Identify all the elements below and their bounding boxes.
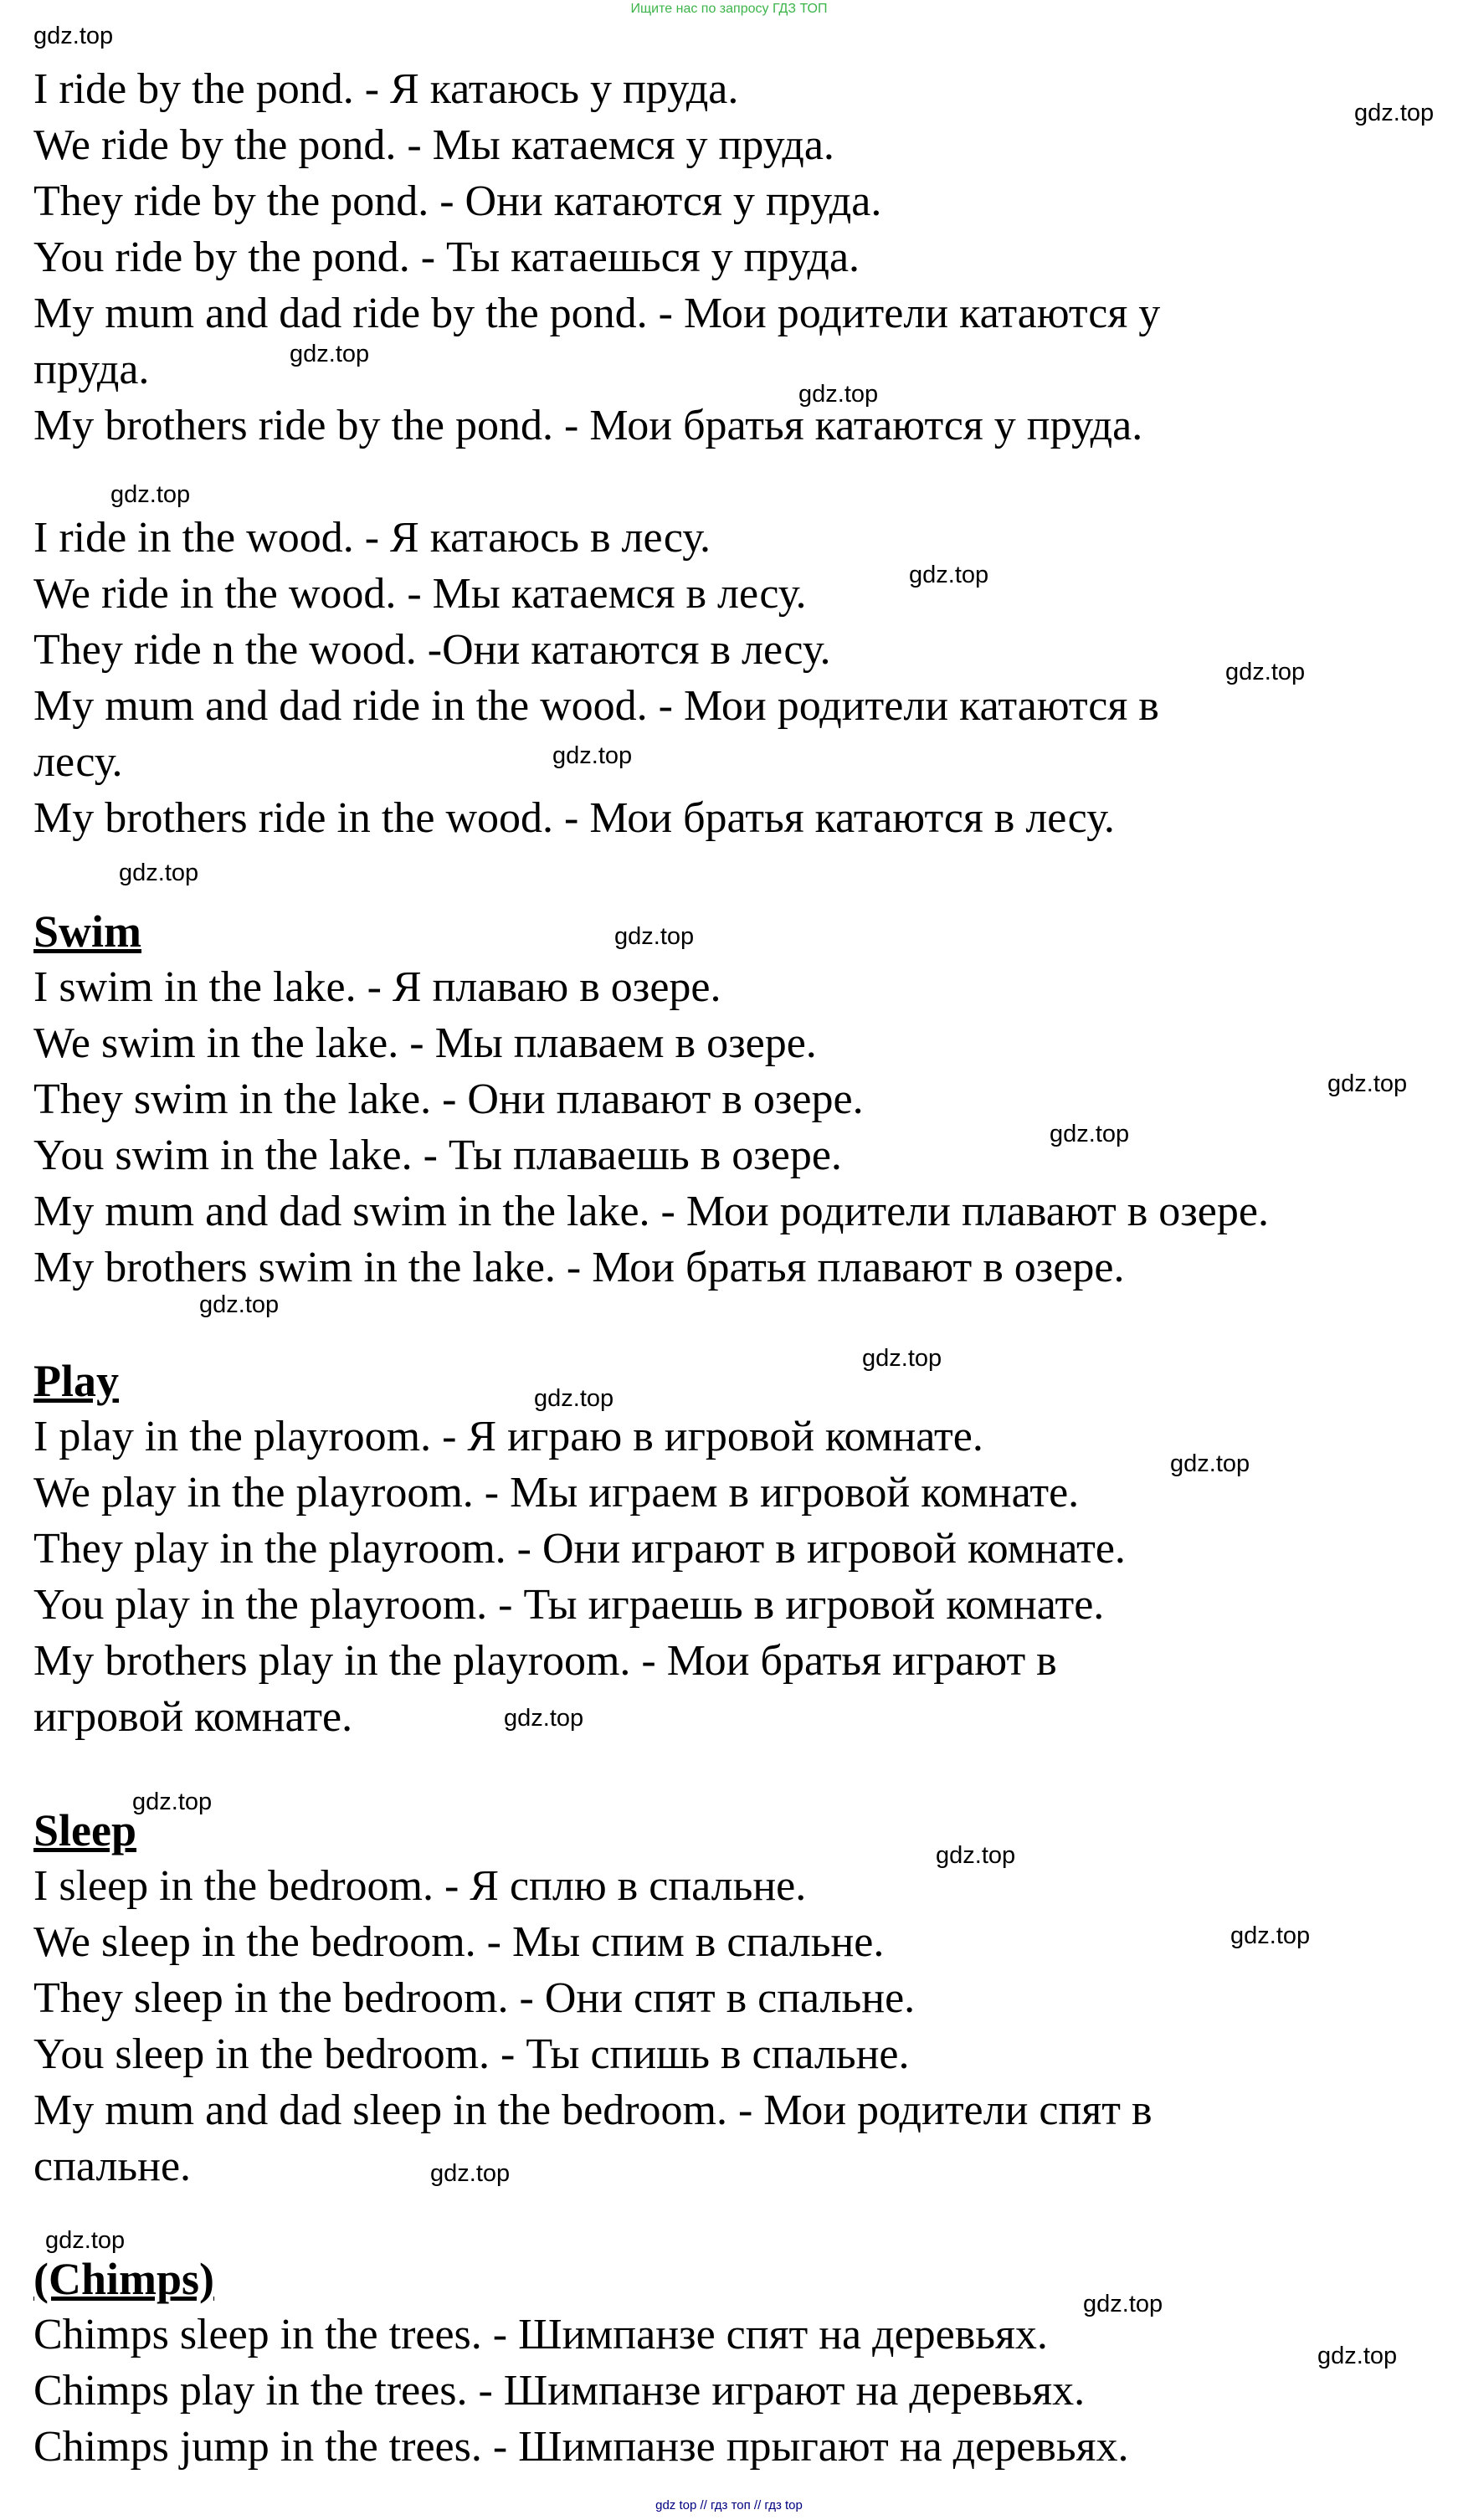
sentence-line: My mum and dad ride by the pond. - Мои родители катаются у bbox=[33, 290, 1161, 337]
sentence-line: We swim in the lake. - Мы плаваем в озере. bbox=[33, 1019, 817, 1067]
sentence-line: лесу. bbox=[33, 738, 123, 786]
watermark: gdz.top bbox=[1050, 1121, 1130, 1147]
footer-text: gdz top // гдз топ // гдз top bbox=[655, 2498, 803, 2512]
watermark: gdz.top bbox=[110, 481, 191, 508]
sentence-line: We ride in the wood. - Мы катаемся в лесу. bbox=[33, 570, 807, 618]
sentence-line: I ride in the wood. - Я катаюсь в лесу. bbox=[33, 514, 711, 562]
sentence-line: пруда. bbox=[33, 346, 150, 393]
footer bbox=[0, 2497, 1458, 2514]
watermark: gdz.top bbox=[132, 1789, 213, 1815]
sentence-line: They ride by the pond. - Они катаются у пруда. bbox=[33, 177, 882, 225]
sentence-line: We ride by the pond. - Мы катаемся у пруда. bbox=[33, 121, 834, 169]
sentence-line: My mum and dad swim in the lake. - Мои родители плавают в озере. bbox=[33, 1188, 1269, 1235]
sentence-line: Chimps jump in the trees. - Шимпанзе прыгают на деревьях. bbox=[33, 2423, 1129, 2471]
top-banner bbox=[0, 0, 1458, 18]
sentence-line: You swim in the lake. - Ты плаваешь в озере. bbox=[33, 1132, 842, 1179]
watermark: gdz.top bbox=[1327, 1070, 1408, 1097]
watermark: gdz.top bbox=[199, 1291, 280, 1318]
sentence-line: You ride by the pond. - Ты катаешься у пруда. bbox=[33, 234, 860, 281]
watermark: gdz.top bbox=[290, 341, 370, 367]
watermark: gdz.top bbox=[1083, 2291, 1163, 2317]
section-heading-swim: Swim bbox=[33, 906, 142, 957]
sentence-line: I ride by the pond. - Я катаюсь у пруда. bbox=[33, 65, 739, 113]
watermark: gdz.top bbox=[1225, 659, 1306, 685]
watermark: gdz.top bbox=[1354, 100, 1435, 126]
watermark: gdz.top bbox=[119, 860, 199, 886]
sentence-line: I swim in the lake. - Я плаваю в озере. bbox=[33, 963, 721, 1011]
watermark: gdz.top bbox=[614, 923, 695, 950]
sentence-line: We play in the playroom. - Мы играем в игровой комнате. bbox=[33, 1469, 1080, 1517]
sentence-line: Chimps play in the trees. - Шимпанзе играют на деревьях. bbox=[33, 2367, 1086, 2415]
watermark: gdz.top bbox=[1317, 2343, 1398, 2369]
sentence-line: They swim in the lake. - Они плавают в озере. bbox=[33, 1075, 864, 1123]
sentence-line: My mum and dad ride in the wood. - Мои родители катаются в bbox=[33, 682, 1159, 730]
watermark: gdz.top bbox=[1170, 1450, 1250, 1477]
sentence-line: They play in the playroom. - Они играют в игровой комнате. bbox=[33, 1525, 1126, 1573]
watermark: gdz.top bbox=[504, 1705, 584, 1732]
sentence-line: I play in the playroom. - Я играю в игровой комнате. bbox=[33, 1413, 983, 1460]
watermark: gdz.top bbox=[45, 2227, 126, 2254]
sentence-line: You sleep in the bedroom. - Ты спишь в спальне. bbox=[33, 2030, 910, 2078]
section-heading-sleep: Sleep bbox=[33, 1805, 137, 1855]
sentence-line: игровой комнате. bbox=[33, 1693, 353, 1741]
sentence-line: They ride n the wood. -Они катаются в лесу. bbox=[33, 626, 831, 674]
watermark: gdz.top bbox=[430, 2160, 511, 2187]
sentence-line: My brothers ride by the pond. - Мои братья катаются у пруда. bbox=[33, 402, 1143, 449]
sentence-line: спальне. bbox=[33, 2143, 192, 2190]
watermark: gdz.top bbox=[534, 1385, 614, 1412]
sentence-line: They sleep in the bedroom. - Они спят в спальне. bbox=[33, 1974, 916, 2022]
sentence-line: I sleep in the bedroom. - Я сплю в спальне. bbox=[33, 1862, 807, 1910]
section-heading-chimps: (Chimps) bbox=[33, 2254, 215, 2304]
watermark: gdz.top bbox=[936, 1842, 1016, 1869]
section-heading-play: Play bbox=[33, 1356, 119, 1406]
sentence-line: Chimps sleep in the trees. - Шимпанзе спят на деревьях. bbox=[33, 2311, 1048, 2358]
sentence-line: You play in the playroom. - Ты играешь в игровой комнате. bbox=[33, 1581, 1105, 1629]
sentence-line: My brothers swim in the lake. - Мои братья плавают в озере. bbox=[33, 1244, 1125, 1291]
sentence-line: My brothers ride in the wood. - Мои братья катаются в лесу. bbox=[33, 794, 1115, 842]
watermark: gdz.top bbox=[1230, 1922, 1311, 1949]
watermark: gdz.top bbox=[798, 381, 879, 408]
sentence-line: My brothers play in the playroom. - Мои братья играют в bbox=[33, 1637, 1057, 1685]
sentence-line: We sleep in the bedroom. - Мы спим в спальне. bbox=[33, 1918, 885, 1966]
sentence-line: My mum and dad sleep in the bedroom. - Мои родители спят в bbox=[33, 2086, 1153, 2134]
watermark: gdz.top bbox=[862, 1345, 942, 1372]
watermark: gdz.top bbox=[33, 23, 114, 49]
top-banner-text: Ищите нас по запросу ГДЗ ТОП bbox=[630, 2, 828, 16]
watermark: gdz.top bbox=[552, 742, 633, 769]
watermark: gdz.top bbox=[909, 562, 989, 588]
